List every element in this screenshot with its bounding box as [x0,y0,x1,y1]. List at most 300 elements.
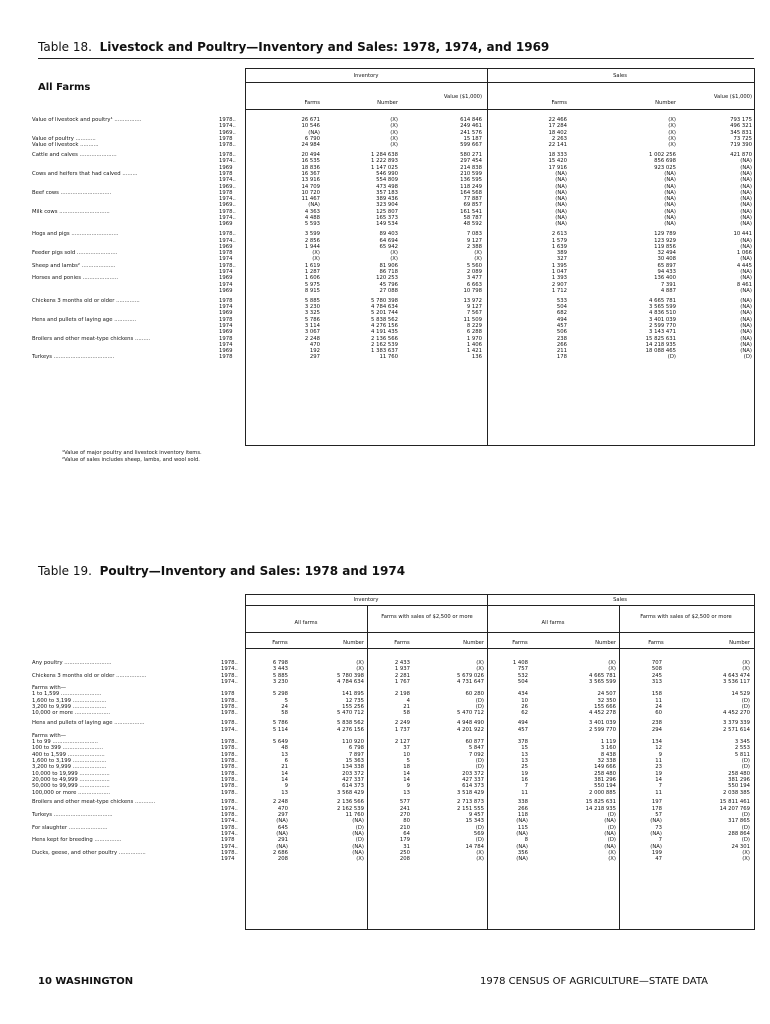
table18-sfarms-cell: 457 [556,322,567,329]
table18-sfarms-cell: 533 [556,297,567,304]
table18-stub [32,117,218,361]
table19-c6-cell: 3 565 599 [589,678,616,685]
table19-c3-cell: 14 [403,776,410,783]
table18-svalue-cell: (NA) [740,297,752,304]
table18-years-cell: 1978 [219,250,233,257]
table19-c3-cell: 577 [399,799,410,806]
table19-c3-cell: 31 [403,843,410,850]
table18-farms-cell: 16 367 [301,170,320,177]
table19-c8-cell: (X) [742,856,750,863]
table19-c3-cell: 1 737 [394,726,410,733]
table18-years-cell: 1969 [219,221,233,228]
table18-labels-cell: Cows and heifers that had calved ......... [32,170,138,177]
table18-number-cell: 4 191 435 [371,329,398,336]
table19-c5-cell: 457 [517,726,528,733]
table19-c4-cell: 569 [473,830,484,837]
table19-c7-cell: 7 [658,783,662,790]
table19-c7-cell: 238 [651,720,662,727]
table18-value-cell: 9 127 [466,304,482,311]
table18-farms-cell: 1 944 [304,243,320,250]
table18-value-cell: 3 477 [466,275,482,282]
table19-c1 [250,660,288,862]
table19-c5-cell: (NA) [516,856,528,863]
table19-c6-cell: (X) [608,666,616,673]
table18-value-cell: 161 541 [460,208,482,215]
table18-svalue-cell: (NA) [740,221,752,228]
table18-years-cell: 1974 [219,322,233,329]
table18-snumber-cell: (NA) [664,170,676,177]
table18-farms-cell: 297 [309,354,320,361]
table18-years-cell: 1978.. [219,262,236,269]
table18-farms-cell: 24 984 [301,142,320,149]
table19-years-cell: 1974.. [221,678,238,685]
table18-value-cell: 136 595 [460,177,482,184]
table18-svalue-cell: (NA) [740,170,752,177]
table19-c6-cell: (X) [608,856,616,863]
table19-c5-cell: 11 [521,789,528,796]
table19-c3-cell: 250 [399,849,410,856]
table19-c6-cell: 381 296 [594,776,616,783]
table18-farms-cell: 2 248 [304,335,320,342]
table19-c8-cell: 14 529 [731,691,750,698]
table19-c2-cell: 427 337 [342,776,364,783]
table19-c6-cell: 258 480 [594,770,616,777]
table18-labels-cell: Sheep and lambs² .................... [32,262,116,269]
table18-sfarms-cell: 327 [556,256,567,263]
table18-farms-cell: 5 885 [304,297,320,304]
table18-value-cell: 48 592 [463,221,482,228]
table19-labels-cell: 400 to 1,599 ...................... [32,751,105,758]
table18-sfarms-cell: 266 [556,341,567,348]
table18-number: Table 18. [38,40,92,54]
table18-sfarms-cell: 18 402 [548,129,567,136]
table18-number-cell: 125 807 [376,208,398,215]
table18-snumber-cell: (X) [668,135,676,142]
table18-number [326,117,398,361]
table19-c7-cell: 11 [655,789,662,796]
table18-svalue-cell: (NA) [740,158,752,165]
table18-snumber-cell: (X) [668,129,676,136]
table19-c8-cell: 258 480 [728,770,750,777]
table19-c8-cell: 4 643 474 [723,672,750,679]
table19-sub-inv-2500: Farms with sales of $2,500 or more [381,614,473,620]
table18-value-cell: 7 083 [466,231,482,238]
table19-years-cell: 1978.. [221,824,238,831]
table18-number-cell: 1 147 025 [371,164,398,171]
table19-c1-cell: 13 [281,789,288,796]
table19-c7-cell: 178 [651,805,662,812]
table18-value-cell: 118 249 [460,183,482,190]
table18-number-cell: (X) [390,135,398,142]
table19-c4-cell: (D) [475,824,484,831]
table19-subgroup-rule [245,632,754,633]
table19-col-8: Number [729,640,750,646]
table18-farms-cell: 10 546 [301,123,320,130]
table18-svalue-cell: (NA) [740,269,752,276]
table19-c2-cell: 11 760 [345,812,364,819]
table18-years-cell: 1978 [219,297,233,304]
table19-c1-cell: 21 [281,764,288,771]
table19-c7-cell: 197 [651,799,662,806]
table18-farms-cell: 3 067 [304,329,320,336]
table18-svalue-cell: 793 175 [730,117,752,123]
table19-c6-cell: 8 438 [600,751,616,758]
table19-c6-cell: (NA) [604,843,616,850]
table19-years-cell: 1974.. [221,805,238,812]
table18-number-cell: 1 383 637 [371,348,398,355]
table18-svalue-cell: (NA) [740,316,752,323]
table19-years-cell: 1978.. [221,704,238,711]
table18-number-cell: (X) [390,256,398,263]
table19-c3-cell: 241 [399,805,410,812]
table18-top-rule [38,58,754,59]
table18-sfarms-cell: 2 613 [551,231,567,238]
table18-value-cell: 6 663 [466,281,482,288]
table18-years-cell: 1978 [219,170,233,177]
table19-years-cell: 1974 [221,856,235,863]
table18-farms-cell: 3 599 [304,231,320,238]
table19-labels-cell: 50,000 to 99,999 .................. [32,783,110,790]
table18-farms-cell: 192 [309,348,320,355]
table19-c2-cell: (X) [356,660,364,666]
table19-c3-cell: 37 [403,745,410,752]
table19-c4-cell: (D) [475,764,484,771]
table18-farms-cell: (NA) [308,129,320,136]
table19-c8-cell: 3 345 [734,739,750,746]
table19-c5-cell: 504 [517,678,528,685]
table19-c4-cell: 60 877 [465,739,484,746]
table19-c1-cell: (NA) [276,830,288,837]
table19-c6-cell: 14 218 935 [585,805,616,812]
table19-c2-cell: (NA) [352,830,364,837]
table18-farms-cell: 20 494 [301,152,320,159]
table19-c7 [624,660,662,862]
table19-c1-cell: 5 786 [272,720,288,727]
table18-number-cell: 4 276 156 [371,322,398,329]
table19-c6-cell: 32 338 [597,758,616,765]
table18-years-cell: 1969.. [219,129,236,136]
table19-caption [38,564,405,578]
table19-years-cell: 1978.. [221,660,238,666]
table18-sales-number [606,117,676,361]
table18-title: Livestock and Poultry—Inventory and Sales: 1978, 1974, and 1969 [99,40,550,54]
table19-c4-cell: 203 372 [462,770,484,777]
table18-number-cell: 554 809 [376,177,398,184]
table19-c4-cell: (D) [475,697,484,704]
table18-sfarms-cell: 1 712 [551,287,567,294]
table18-years-cell: 1978.. [219,231,236,238]
table19-c6-cell: 4 452 278 [589,710,616,717]
table19-c7-cell: 11 [655,758,662,765]
table18-value-cell: (X) [474,250,482,257]
table18-sfarms-cell: 22 141 [548,142,567,149]
table18-svalue-cell: (NA) [740,287,752,294]
table18-svalue-cell: (NA) [740,202,752,209]
table19-c4-cell: 4 948 490 [457,720,484,727]
table19-c7-cell: 508 [651,666,662,673]
table19-c8-cell: (X) [742,849,750,856]
table18-number-cell: 473 498 [376,183,398,190]
table19-labels-cell: Turkeys ................................... [32,812,113,819]
table19-c8-cell: (D) [741,837,750,844]
table18-value-cell: 1 970 [466,335,482,342]
table19-c7-cell: (NA) [650,818,662,825]
table19-years-cell: 1978.. [221,770,238,777]
table18-farms-cell: 13 916 [301,177,320,184]
table18-years-cell: 1969.. [219,183,236,190]
table19-c5-cell: 1 408 [512,660,528,666]
table18-snumber-cell: 3 143 471 [649,329,676,336]
table19-c3-cell: 18 [403,764,410,771]
table18-value-cell: 58 787 [463,215,482,222]
table18-number-cell: (X) [390,123,398,130]
table19-c3-cell: 9 [406,783,410,790]
table19-c4-cell: (X) [476,660,484,666]
table18-svalue-cell: 719 390 [730,142,752,149]
table18-sales-farms [512,117,567,361]
table19-c6 [552,660,616,862]
table19-c5-cell: 13 [521,751,528,758]
table18-number-cell: (X) [390,129,398,136]
table18-sfarms-cell: 22 466 [548,117,567,123]
table19-c6-cell: (NA) [604,830,616,837]
table19-c4-cell: 7 092 [468,751,484,758]
table19-c5-cell: 118 [517,812,528,819]
table19-c1-cell: 48 [281,745,288,752]
table19-c6-cell: (X) [608,849,616,856]
table19-c8-cell: (D) [741,697,750,704]
table19-c3-cell: 10 [403,751,410,758]
table19-c7-cell: 294 [651,726,662,733]
table19-labels-cell: 1,600 to 3,199 .................... [32,758,107,765]
table19-c2-cell: 2 162 539 [337,805,364,812]
table18-number-cell: 81 906 [379,262,398,269]
table19-c5-cell: 19 [521,770,528,777]
table18-sfarms-cell: 17 284 [548,123,567,130]
table19-c3-cell: 2 198 [394,691,410,698]
table19-c5-cell: 494 [517,720,528,727]
table19-c6-cell: 2 000 885 [589,789,616,796]
table19-years-cell: 1978.. [221,745,238,752]
table19-c2-cell: 5 780 398 [337,672,364,679]
table18-snumber-cell: 923 025 [654,164,676,171]
table19-c7-cell: 158 [651,691,662,698]
table18-years-cell: 1974.. [219,158,236,165]
table18-svalue-cell: (NA) [740,256,752,263]
table19-c4-cell: 614 373 [462,783,484,790]
table19-c8-cell: (D) [741,764,750,771]
table19-c8-cell: (D) [741,812,750,819]
table19-years-cell: 1974.. [221,726,238,733]
table18-farms-cell: 470 [309,341,320,348]
table19-c5-cell: 26 [521,704,528,711]
table18-value-cell: 614 846 [460,117,482,123]
table18-sfarms-cell: 1 047 [551,269,567,276]
table18-snumber-cell: 15 825 631 [645,335,676,342]
table18-farms [262,117,320,361]
table19-c5-cell: 7 [524,783,528,790]
table18-snumber-cell: (X) [668,123,676,130]
table19-c2-cell: 5 838 562 [337,720,364,727]
table18-number-cell: 86 718 [379,269,398,276]
table19-c8-cell: 3 379 339 [723,720,750,727]
table19-c3-cell: 64 [403,830,410,837]
table18-value-cell: 241 576 [460,129,482,136]
table18-sfarms-cell: 682 [556,310,567,317]
table19-c2-cell: (D) [355,824,364,831]
table18-farms-cell: 3 230 [304,304,320,311]
table18-footnote-1: ¹Value of major poultry and livestock inventory items. [62,450,202,456]
table19-divider-sales [619,605,620,929]
table18-value-cell: 2 388 [466,243,482,250]
table18-value-cell: 1 421 [466,348,482,355]
table18-svalue-cell: (NA) [740,329,752,336]
table19-title: Poultry—Inventory and Sales: 1978 and 1974 [99,564,406,578]
table19-c4-cell: (X) [476,666,484,673]
table19-c1-cell: 645 [277,824,288,831]
table18-sfarms-cell: 1 395 [551,262,567,269]
table19-labels-cell: 10,000 or more ..................... [32,710,111,717]
table19-c8-cell: (X) [742,660,750,666]
table18-years-cell: 1974.. [219,196,236,203]
table18-svalue-cell: (D) [743,354,752,361]
table18-value-cell: 2 089 [466,269,482,276]
table18-value-cell: 164 568 [460,189,482,196]
table18-farms-cell: 3 325 [304,310,320,317]
table19-years-cell: 1978.. [221,849,238,856]
table19-c7-cell: 12 [655,745,662,752]
table19-c5-cell: 13 [521,758,528,765]
table18-svalue-cell: (NA) [740,243,752,250]
table19-years-cell: 1978.. [221,764,238,771]
table18-years-cell: 1974.. [219,215,236,222]
table18-sfarms-cell: 1 639 [551,243,567,250]
table19-c2-cell: (NA) [352,818,364,825]
table19-c6-cell: (D) [607,837,616,844]
table19-labels-cell: 3,200 to 9,999 .................... [32,764,107,771]
table19-c4-cell: 5 847 [468,745,484,752]
table19-years-cell: 1978 [221,691,235,698]
table18-number-cell: 1 222 893 [371,158,398,165]
table18-svalue-cell: (NA) [740,310,752,317]
table19-c6-cell: (D) [607,812,616,819]
table18-farms-cell: 11 467 [301,196,320,203]
table18-snumber-cell: (NA) [664,221,676,228]
table19-c3-cell: 2 249 [394,720,410,727]
table18-divider [487,68,488,445]
table18-years-cell: 1974 [219,269,233,276]
table18-snumber-cell: 4 887 [660,287,676,294]
table19-c8-cell: 3 536 117 [723,678,750,685]
table19-c1-cell: (NA) [276,818,288,825]
table18-grid [245,68,755,446]
table18-value-cell: 7 567 [466,310,482,317]
table19-c2-cell: (X) [356,666,364,673]
table19-c4-cell: 9 457 [468,812,484,819]
table18-number-cell: 5 780 398 [371,297,398,304]
table19-c8-cell: (X) [742,666,750,673]
table19-c3-cell: 5 [406,758,410,765]
table19-c3-cell: 14 [403,770,410,777]
table19-c5-cell: 338 [517,799,528,806]
table19-c3-cell: 210 [399,824,410,831]
table18-svalue-cell: (NA) [740,348,752,355]
table19-years-cell: 1974.. [221,666,238,673]
table18-farms-cell: 10 720 [301,189,320,196]
table19-c4-cell: 4 731 647 [457,678,484,685]
table18-farms-cell: 1 606 [304,275,320,282]
table18-col-sales-number: Number [655,100,676,106]
table19-c6-cell: 1 119 [600,739,616,746]
table18-years-cell: 1969 [219,275,233,282]
table18-value-cell: 15 187 [463,135,482,142]
table19-c2-cell: 203 372 [342,770,364,777]
table18-sfarms-cell: (NA) [555,196,567,203]
table18-labels-cell: Cattle and calves ...................... [32,152,117,159]
table19-c4-cell: 60 280 [465,691,484,698]
table18-snumber-cell: 14 218 935 [645,341,676,348]
table19-c3-cell: 58 [403,710,410,717]
table19-c1-cell: 14 [281,776,288,783]
table19-labels-cell [32,856,220,862]
table19-c4-cell: 2 713 873 [457,799,484,806]
table18-labels-cell: Hens and pullets of laying age ............. [32,316,137,323]
table19-labels-cell: 20,000 to 49,999 .................. [32,776,110,783]
table19-group-rule [245,605,754,606]
table18-sfarms-cell: 17 916 [548,164,567,171]
table18-sfarms-cell: 178 [556,354,567,361]
table19-years-cell: 1978.. [221,697,238,704]
table18-sfarms-cell: 1 393 [551,275,567,282]
table19-c3-cell: 2 127 [394,739,410,746]
table19-years-cell: 1978.. [221,799,238,806]
table18-value-cell: (X) [474,256,482,263]
table19-c8-cell: (D) [741,704,750,711]
table19-c5-cell: 115 [517,824,528,831]
table19-c8-cell: 2 038 385 [723,789,750,796]
table18-svalue-cell: (NA) [740,183,752,190]
table19-c1-cell: 3 230 [272,678,288,685]
table19-c7-cell: 14 [655,776,662,783]
table19-years-cell: 1978.. [221,710,238,717]
table18-sfarms-cell: (NA) [555,170,567,177]
table18-farms-cell: 3 114 [304,322,320,329]
table18-snumber-cell: 123 929 [654,237,676,244]
table18-years-cell: 1974 [219,256,233,263]
table18-group-inventory: Inventory [353,73,379,79]
table19-group-sales: Sales [613,597,627,603]
table19-labels-cell: 1,600 to 3,199 .................... [32,697,107,704]
table18-years-cell: 1978.. [219,117,236,123]
table18-sfarms-cell: 494 [556,316,567,323]
table19-c8-cell: 288 864 [728,830,750,837]
table18-value-cell: 13 972 [463,297,482,304]
table18-number-cell: 65 942 [379,243,398,250]
table18-number-cell: 389 436 [376,196,398,203]
table18-farms-cell: 4 488 [304,215,320,222]
table18-snumber-cell: 3 565 599 [649,304,676,311]
table18-value-cell: 599 667 [460,142,482,149]
table18-svalue-cell: 496 321 [730,123,752,130]
table18-farms-cell: (X) [312,256,320,263]
table19-c2-cell: 141 895 [342,691,364,698]
table18-col-farms: Farms [304,100,320,106]
table19-c1-cell: 5 885 [272,672,288,679]
table18-years-cell: 1978.. [219,142,236,149]
table19-c4-cell: 5 679 026 [457,672,484,679]
table19-c8-cell: (D) [741,824,750,831]
table19-years-cell: 1978.. [221,812,238,819]
